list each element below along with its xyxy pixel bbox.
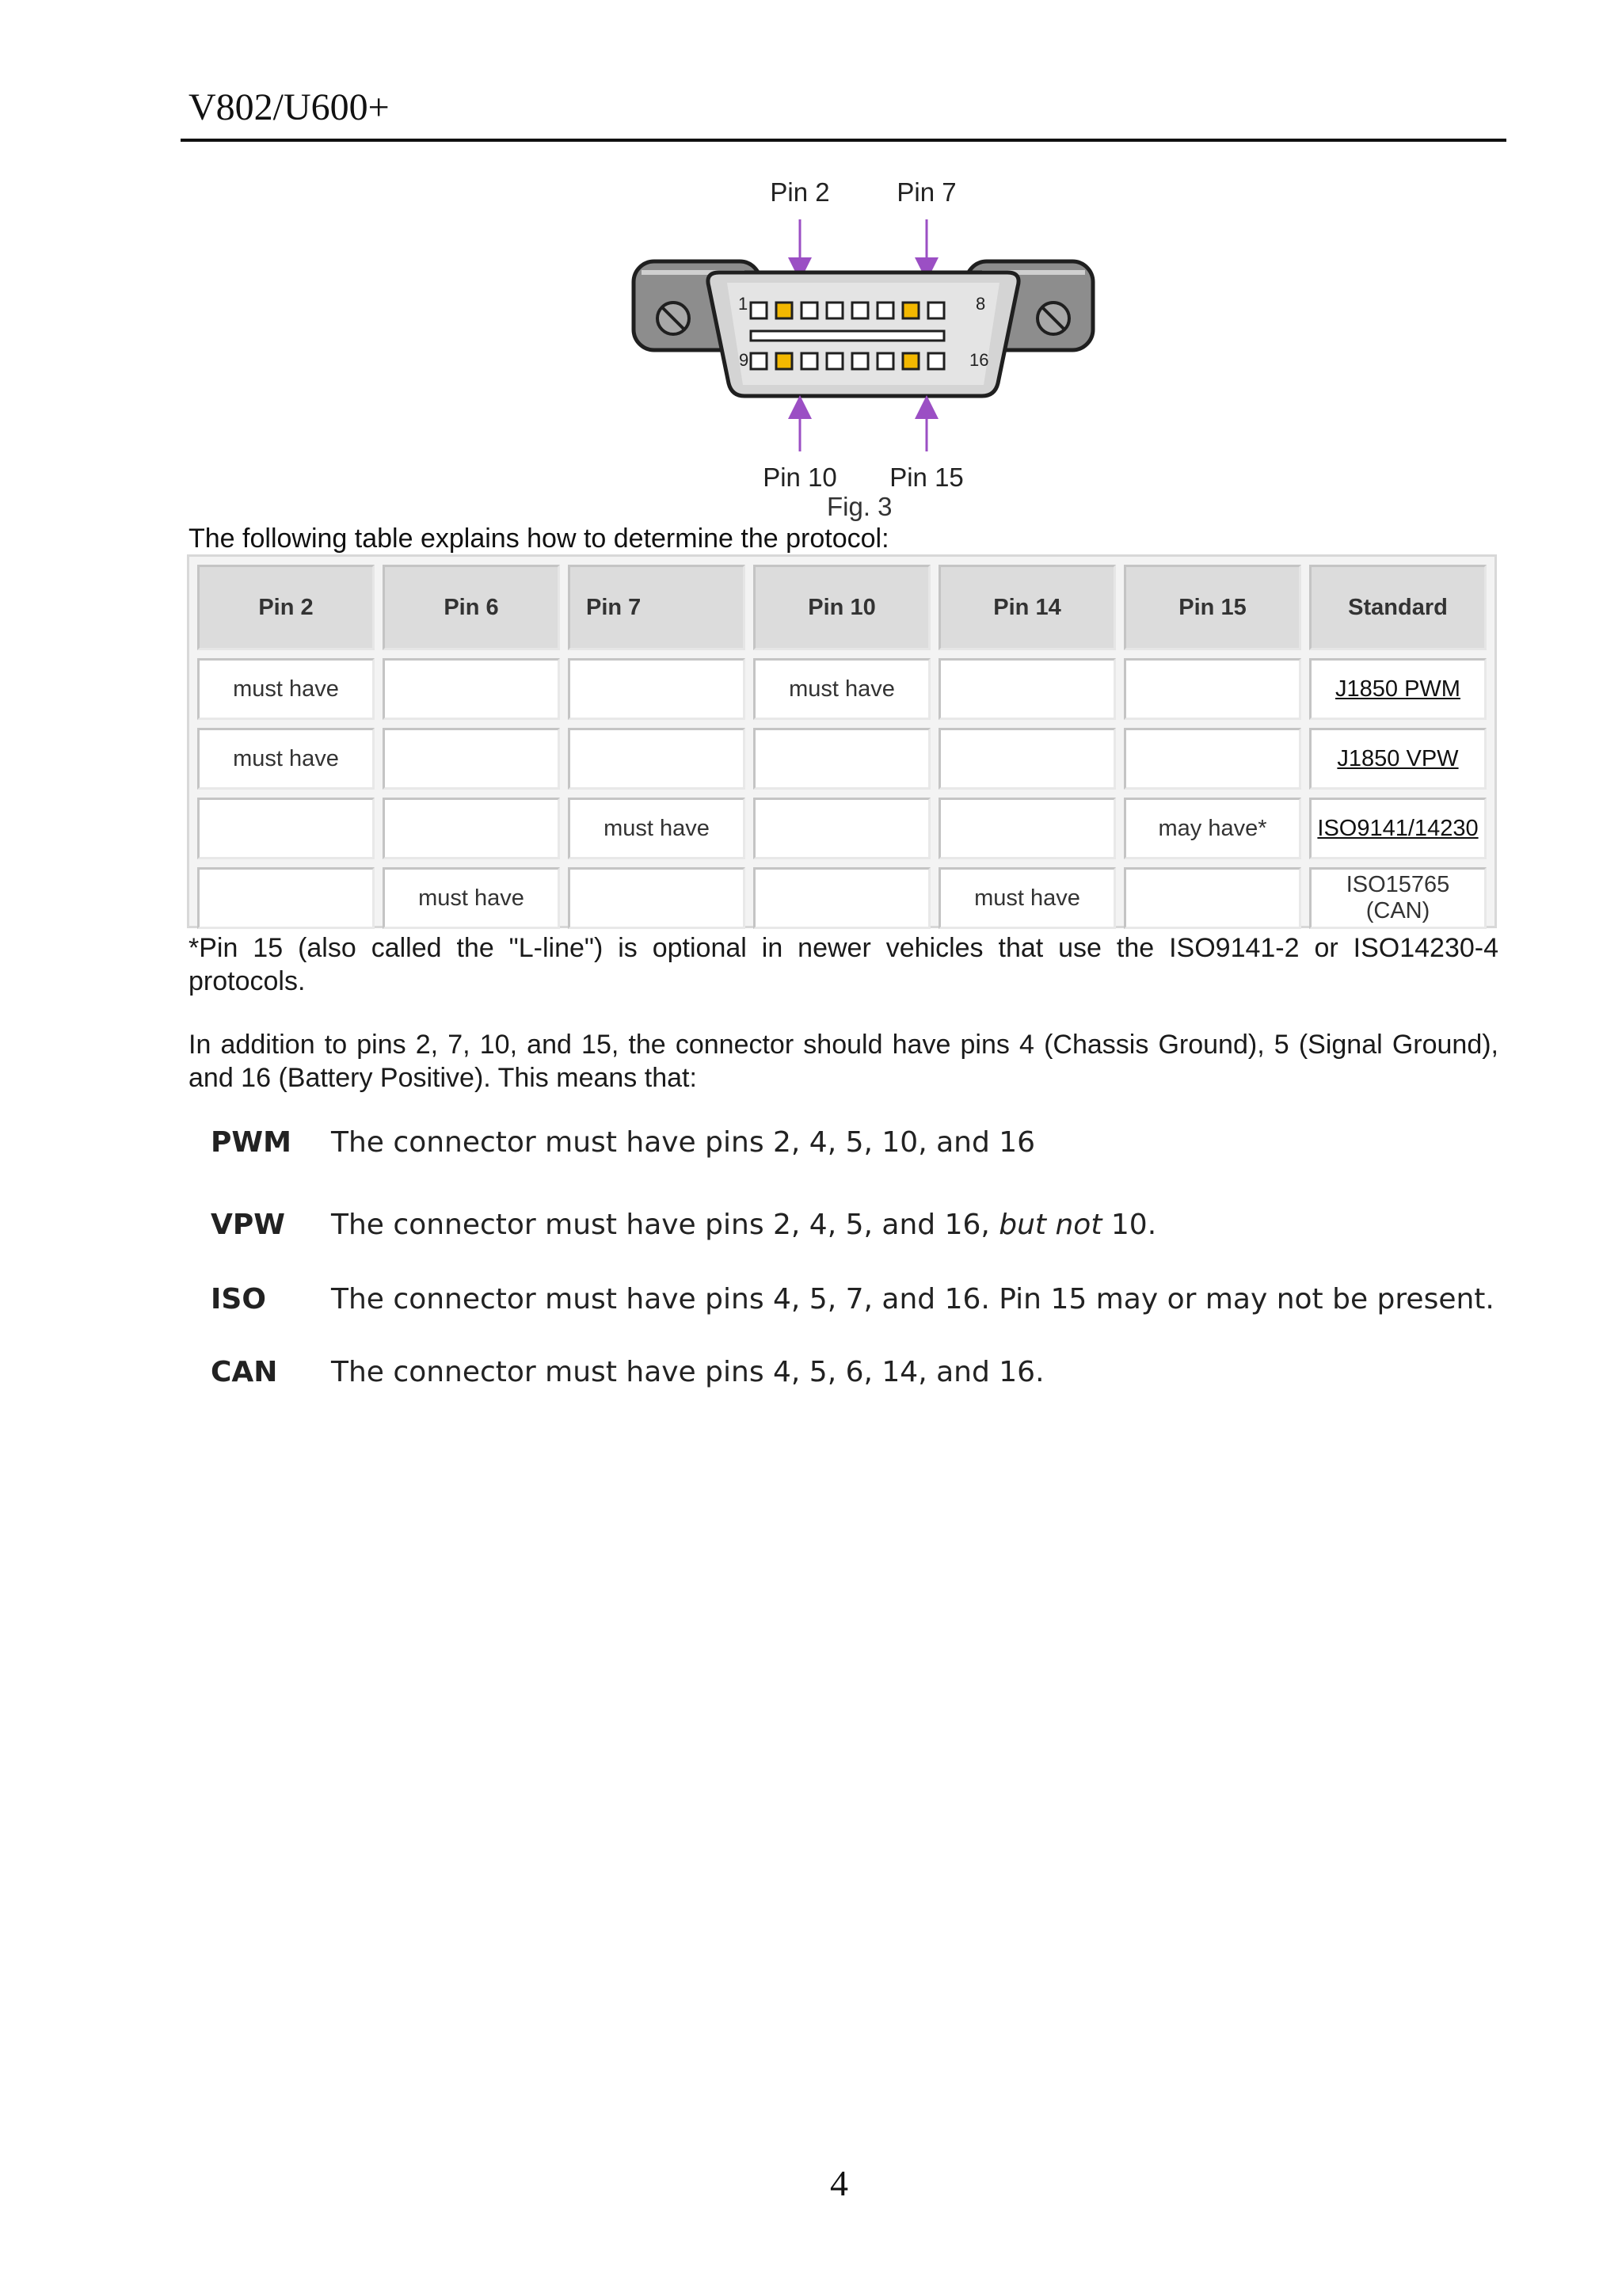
table-cell: must have: [197, 658, 375, 720]
pin2-label: Pin 2: [770, 177, 830, 207]
connector-key-bar: [751, 331, 944, 341]
pin-number-9: 9: [739, 350, 749, 370]
table-row: [197, 658, 1487, 720]
table-cell: must have: [197, 728, 375, 790]
table-cell: must have: [383, 867, 560, 929]
pin-number-16: 16: [969, 350, 989, 370]
header-pin7: Pin 7: [568, 565, 745, 650]
table-cell: [753, 728, 931, 790]
table-intro: The following table explains how to determine the protocol:: [188, 524, 889, 554]
addition-paragraph: In addition to pins 2, 7, 10, and 15, the connector should have pins 4 (Chassis Ground), 5 (Signal Ground), and 16 (Battery Positive). This means that:: [188, 1030, 1498, 1093]
rule-term: ISO: [211, 1283, 266, 1316]
header-standard: Standard: [1309, 565, 1487, 650]
right-screw-icon: [1038, 303, 1069, 334]
table-cell: [1124, 658, 1301, 720]
pin10-label: Pin 10: [763, 463, 837, 492]
rule-description: [331, 1209, 1156, 1241]
rule-description-start: The connector must have pins 2, 4, 5, and 16,: [331, 1209, 999, 1241]
table-cell: [1124, 867, 1301, 929]
rule-term: PWM: [211, 1126, 291, 1159]
standard-link-j1850-vpw[interactable]: J1850 VPW: [1309, 728, 1487, 790]
table-cell: [197, 867, 375, 929]
table-cell: [383, 798, 560, 859]
table-cell: may have*: [1124, 798, 1301, 859]
header-rule: [181, 139, 1506, 142]
header-pin14: Pin 14: [939, 565, 1116, 650]
rule-description: The connector must have pins 2, 4, 5, 10, and 16: [331, 1126, 1036, 1159]
figure-caption: Fig. 3: [827, 492, 893, 521]
table-cell: [568, 658, 745, 720]
header-pin2: Pin 2: [197, 565, 375, 650]
pin-number-1: 1: [738, 294, 748, 314]
table-cell: [383, 728, 560, 790]
obd-connector-figure: [626, 176, 1101, 508]
table-cell: [939, 798, 1116, 859]
table-row: [197, 728, 1487, 790]
rule-description: The connector must have pins 4, 5, 7, and 16. Pin 15 may or may not be present.: [331, 1283, 1494, 1316]
table-row: [197, 798, 1487, 859]
rule-description-end: 10.: [1102, 1209, 1157, 1241]
table-cell: [383, 658, 560, 720]
header-pin15: Pin 15: [1124, 565, 1301, 650]
table-cell: [939, 728, 1116, 790]
header-pin10: Pin 10: [753, 565, 931, 650]
table-cell: [1124, 728, 1301, 790]
standard-iso15765: ISO15765 (CAN): [1309, 867, 1487, 929]
table-header-row: [197, 565, 1487, 650]
table-cell: must have: [939, 867, 1116, 929]
footnote-paragraph: *Pin 15 (also called the "L-line") is optional in newer vehicles that use the ISO9141-2 or ISO14230-4 protocols.: [188, 933, 1498, 996]
table-cell: must have: [568, 798, 745, 859]
table-cell: [753, 867, 931, 929]
page-number: 4: [830, 2163, 848, 2203]
obd-connector-diagram: [626, 176, 1101, 508]
table-row: [197, 867, 1487, 929]
rule-description: The connector must have pins 4, 5, 6, 14, and 16.: [331, 1356, 1045, 1388]
standard-link-j1850-pwm[interactable]: J1850 PWM: [1309, 658, 1487, 720]
pin7-label: Pin 7: [897, 177, 957, 207]
table-cell: [568, 728, 745, 790]
rule-term: VPW: [211, 1209, 285, 1241]
rule-term: CAN: [211, 1356, 278, 1388]
pin15-label: Pin 15: [889, 463, 964, 492]
left-screw-icon: [657, 303, 689, 334]
header-pin6: Pin 6: [383, 565, 560, 650]
table-cell: must have: [753, 658, 931, 720]
protocol-table: [187, 554, 1497, 928]
standard-link-iso9141[interactable]: ISO9141/14230: [1309, 798, 1487, 859]
table-cell: [753, 798, 931, 859]
table-cell: [939, 658, 1116, 720]
header-title: V802/U600+: [188, 86, 390, 128]
table-cell: [568, 867, 745, 929]
table-cell: [197, 798, 375, 859]
pin-number-8: 8: [976, 294, 986, 314]
rule-description-emphasis: but not: [999, 1209, 1102, 1241]
